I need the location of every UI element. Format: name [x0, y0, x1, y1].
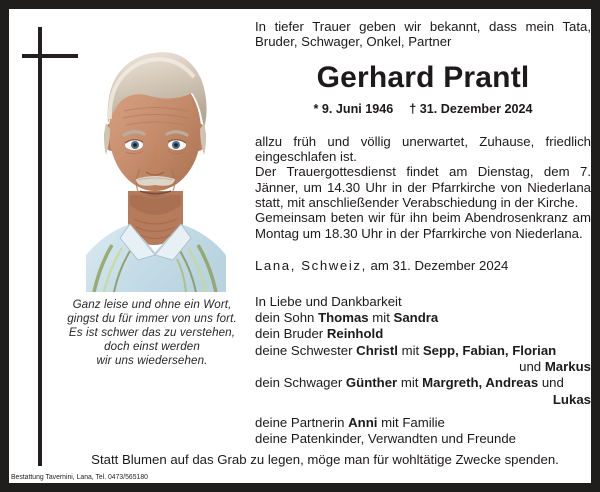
family-line-sister-cont [255, 359, 591, 375]
family-name: Christl [356, 342, 398, 358]
life-dates [255, 102, 591, 117]
conjunction: mit Familie [377, 414, 445, 430]
funeral-home-credit: Bestattung Tavernini, Lana, Tel. 0473/565180 [11, 472, 148, 481]
family-name: Sepp, Fabian, Florian [422, 342, 557, 358]
body-paragraphs [255, 134, 591, 241]
paragraph-rosary: Gemeinsam beten wir für ihn beim Abendrosenkranz am Montag um 18.30 Uhr in der Pfarrkirche von Niederlana. [255, 210, 591, 241]
conjunction: mit [368, 310, 394, 326]
family-line-brother-in-law-cont [255, 392, 591, 408]
donation-note: Statt Blumen auf das Grab zu legen, möge man für wohltätige Zwecke spenden. [91, 452, 559, 467]
conjunction: mit [397, 375, 423, 391]
birth-date: * 9. Juni 1946 [313, 101, 394, 116]
conjunction: und [519, 359, 545, 375]
deceased-name: Gerhard Prantl [316, 60, 530, 94]
verse-line: Ganz leise und ohne ein Wort, [72, 298, 232, 311]
family-name: Lukas [552, 391, 591, 407]
family-name: Anni [348, 414, 378, 430]
family-line-partner [255, 415, 591, 431]
memorial-verse [55, 298, 249, 368]
verse-line: doch einst werden [104, 340, 200, 354]
notice-inner [9, 9, 591, 483]
death-date: † 31. Dezember 2024 [409, 101, 533, 116]
verse-line: Es ist schwer das zu verstehen, [68, 326, 236, 340]
spacer [255, 408, 591, 415]
family-line-brother [255, 326, 591, 342]
conjunction: und [538, 375, 564, 391]
relation-label: dein Schwager [255, 375, 346, 391]
family-line-brother-in-law [255, 375, 591, 391]
family-name: Thomas [318, 310, 369, 326]
relation-label: deine Schwester [255, 342, 357, 358]
verse-line: gingst du für immer von uns fort. [67, 312, 237, 326]
family-name: Reinhold [326, 326, 384, 342]
left-column [55, 19, 249, 368]
verse-line: wir uns wiedersehen. [96, 354, 208, 368]
place-and-date [255, 258, 591, 274]
paragraph-funeral-service: Der Trauergottesdienst findet am Dienstag, dem 7. Jänner, um 14.30 Uhr in der Pfarrkirche von Niederlana statt, mit anschließender Verabschiedung in der Kirche. [255, 164, 591, 210]
family-name: Markus [544, 359, 591, 375]
family-name: Margreth, Andreas [422, 375, 539, 391]
lead-text: In tiefer Trauer geben wir bekannt, dass mein Tata, Bruder, Schwager, Onkel, Partner [255, 19, 591, 50]
relation-label: dein Bruder [255, 326, 327, 342]
family-line-godchildren: deine Patenkinder, Verwandten und Freunde [255, 431, 517, 447]
place-city: Lana, Schweiz, [255, 257, 367, 273]
conjunction: mit [397, 342, 423, 358]
family-name: Günther [345, 375, 398, 391]
thanks-heading: In Liebe und Dankbarkeit [255, 293, 402, 309]
cross-vertical-icon [38, 27, 42, 466]
relation-label: deine Partnerin [255, 414, 349, 430]
family-line-son [255, 310, 591, 326]
relation-label: dein Sohn [255, 310, 319, 326]
portrait-photo [80, 19, 230, 292]
paragraph-passing: allzu früh und völlig unerwartet, Zuhause, friedlich eingeschlafen ist. [255, 133, 591, 165]
place-date: am 31. Dezember 2024 [370, 257, 509, 273]
family-name: Sandra [393, 310, 439, 326]
family-acknowledgements [255, 294, 591, 448]
family-line-sister [255, 343, 591, 359]
right-column [255, 19, 591, 448]
